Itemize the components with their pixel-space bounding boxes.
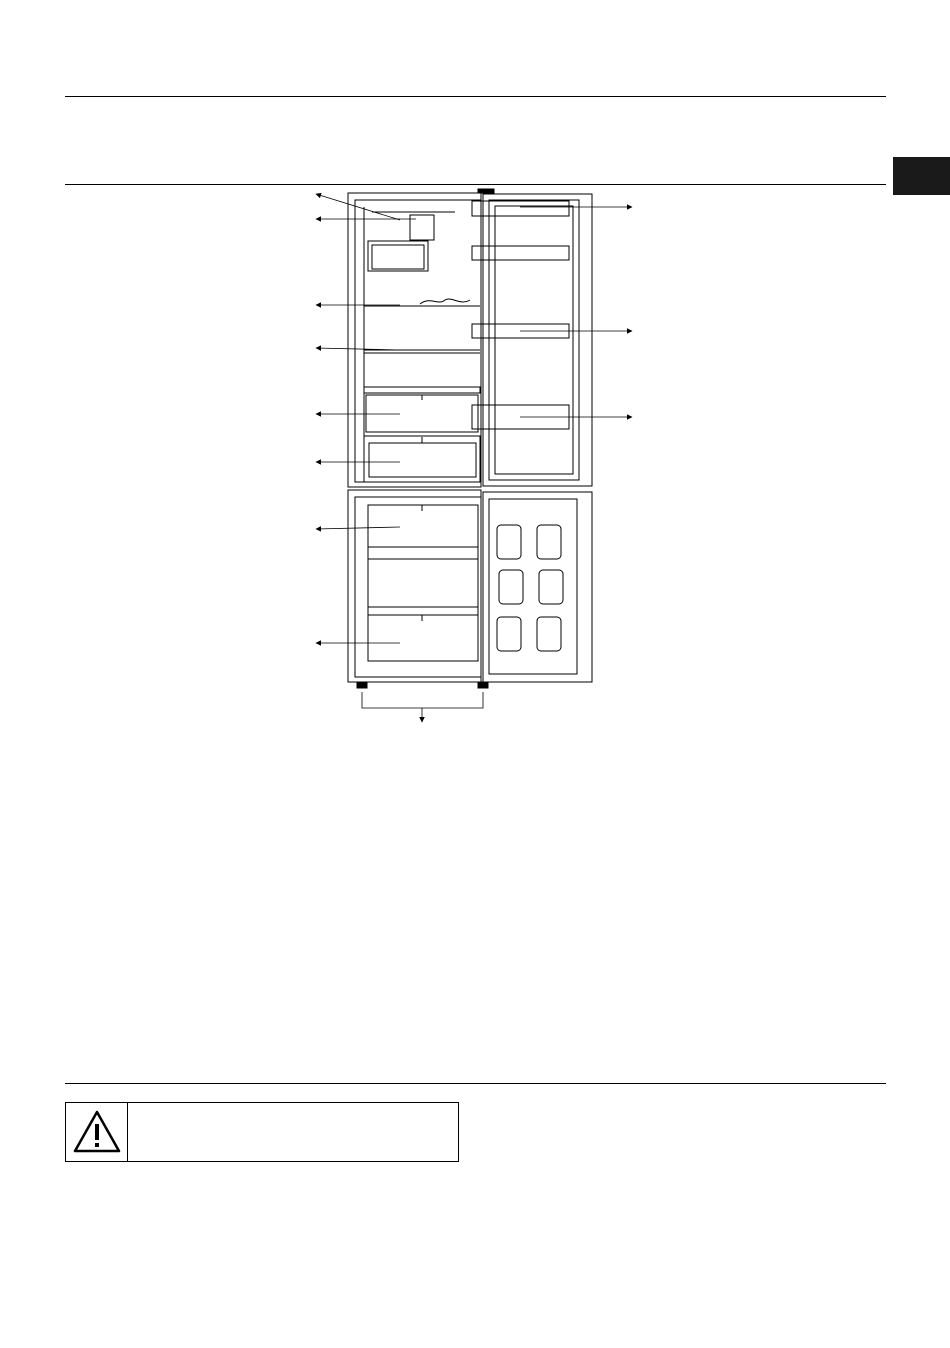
appliance-diagram <box>300 185 650 730</box>
right-callouts <box>520 207 632 417</box>
warning-box <box>65 1102 459 1162</box>
warning-divider <box>127 1103 128 1161</box>
language-tab-marker <box>893 157 950 195</box>
warning-triangle-icon <box>72 1109 122 1155</box>
section-rule <box>65 1083 886 1084</box>
callout-arrow-4 <box>316 348 400 350</box>
feet-callout <box>362 692 483 722</box>
header-rule-top <box>65 96 886 97</box>
callout-arrow-1 <box>316 194 400 220</box>
freezer-cabinet <box>348 490 488 688</box>
fridge-door <box>472 194 592 486</box>
callout-arrow-7 <box>316 527 400 529</box>
freezer-door <box>483 492 592 682</box>
